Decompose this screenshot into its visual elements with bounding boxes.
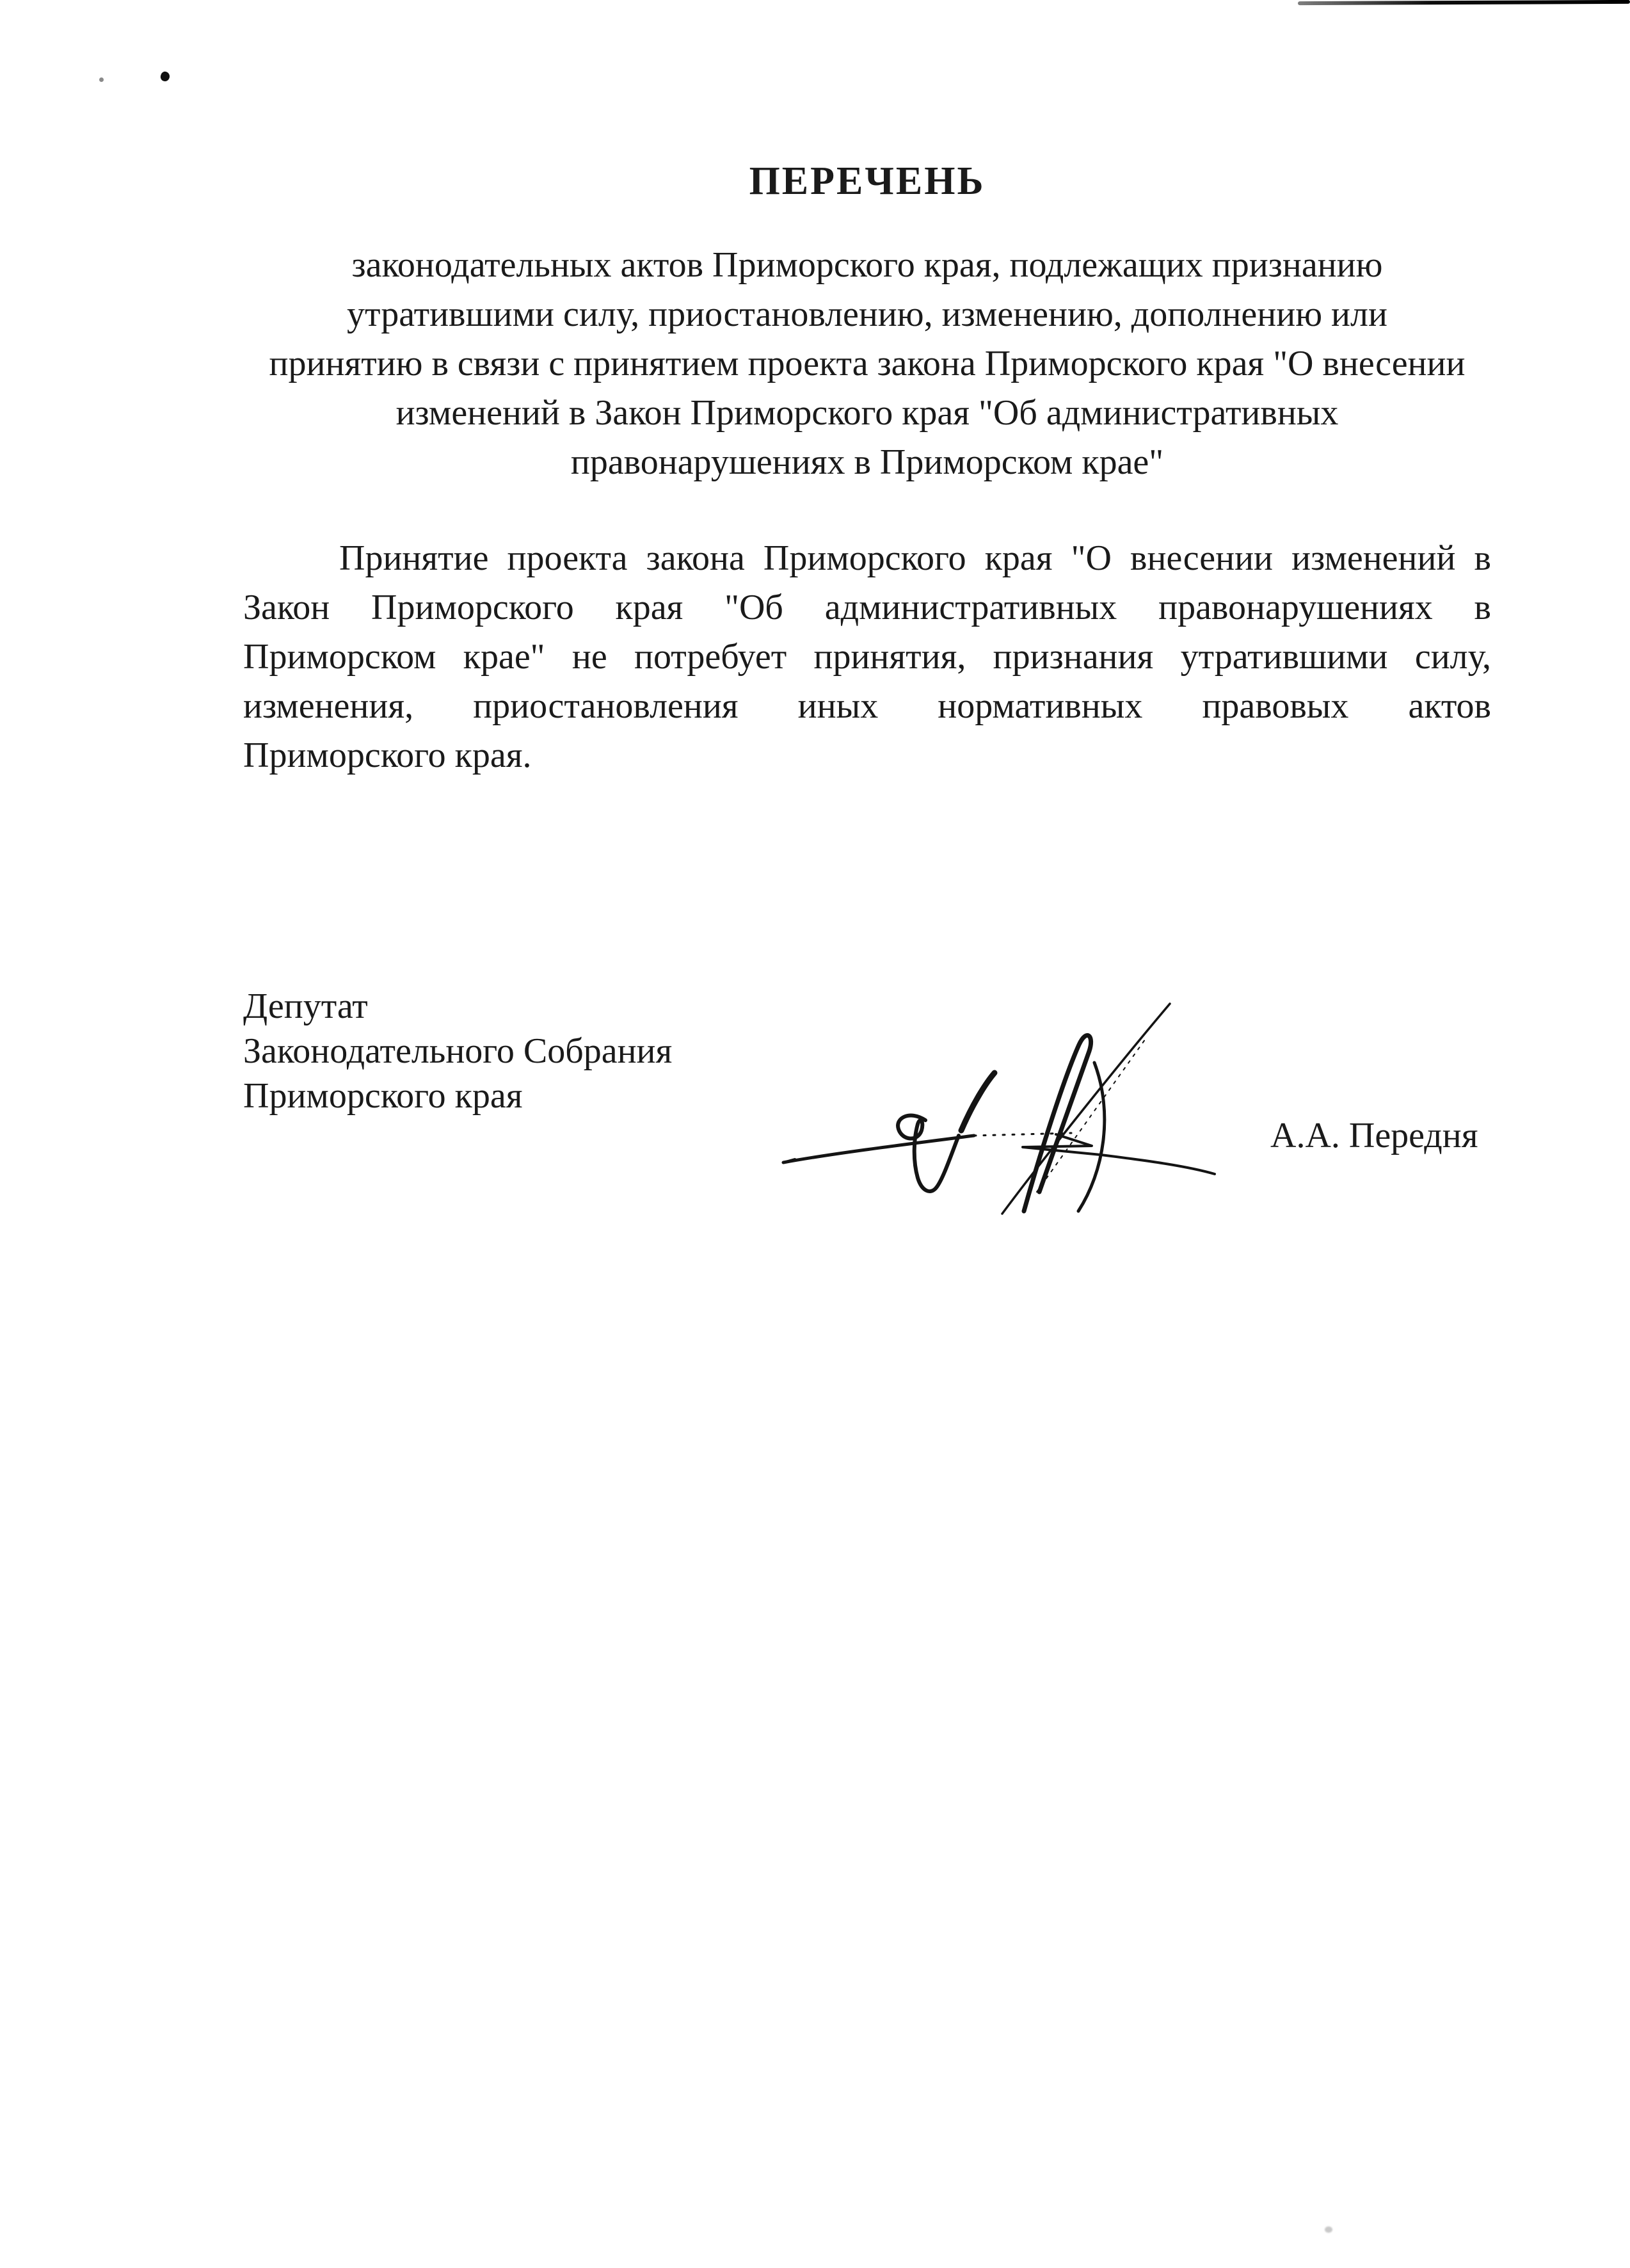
document-title: ПЕРЕЧЕНЬ — [749, 159, 986, 203]
body-paragraph — [243, 534, 1491, 780]
body-line: Приморском крае" не потребует принятия, признания утратившими силу, — [243, 637, 1491, 677]
scan-artifact-dot — [159, 70, 171, 83]
signer-role-line: Приморского края — [243, 1076, 523, 1116]
body-line: Закон Приморского края "Об административных правонарушениях в — [243, 588, 1491, 627]
signer-role-line: Законодательного Собрания — [243, 1031, 673, 1071]
signer-name: А.А. Передня — [1270, 1116, 1478, 1155]
subtitle-line: правонарушениях в Приморском крае" — [570, 442, 1164, 482]
signer-role-line: Депутат — [243, 986, 368, 1026]
handwritten-signature — [736, 986, 1222, 1255]
scan-artifact-dot — [1325, 2226, 1332, 2233]
subtitle-line: принятию в связи с принятием проекта закона Приморского края "О внесении — [269, 344, 1466, 383]
scan-artifact-dot — [99, 77, 104, 82]
scan-artifact-line — [1298, 0, 1630, 5]
subtitle-line: утратившими силу, приостановлению, изменению, дополнению или — [347, 294, 1387, 334]
body-line: изменения, приостановления иных нормативных правовых актов — [243, 686, 1491, 726]
body-line: Принятие проекта закона Приморского края "О внесении изменений в — [339, 538, 1491, 578]
document-subtitle — [243, 241, 1491, 487]
subtitle-line: законодательных актов Приморского края, подлежащих признанию — [351, 245, 1383, 285]
subtitle-line: изменений в Закон Приморского края "Об административных — [396, 393, 1339, 433]
body-line: Приморского края. — [243, 736, 532, 775]
